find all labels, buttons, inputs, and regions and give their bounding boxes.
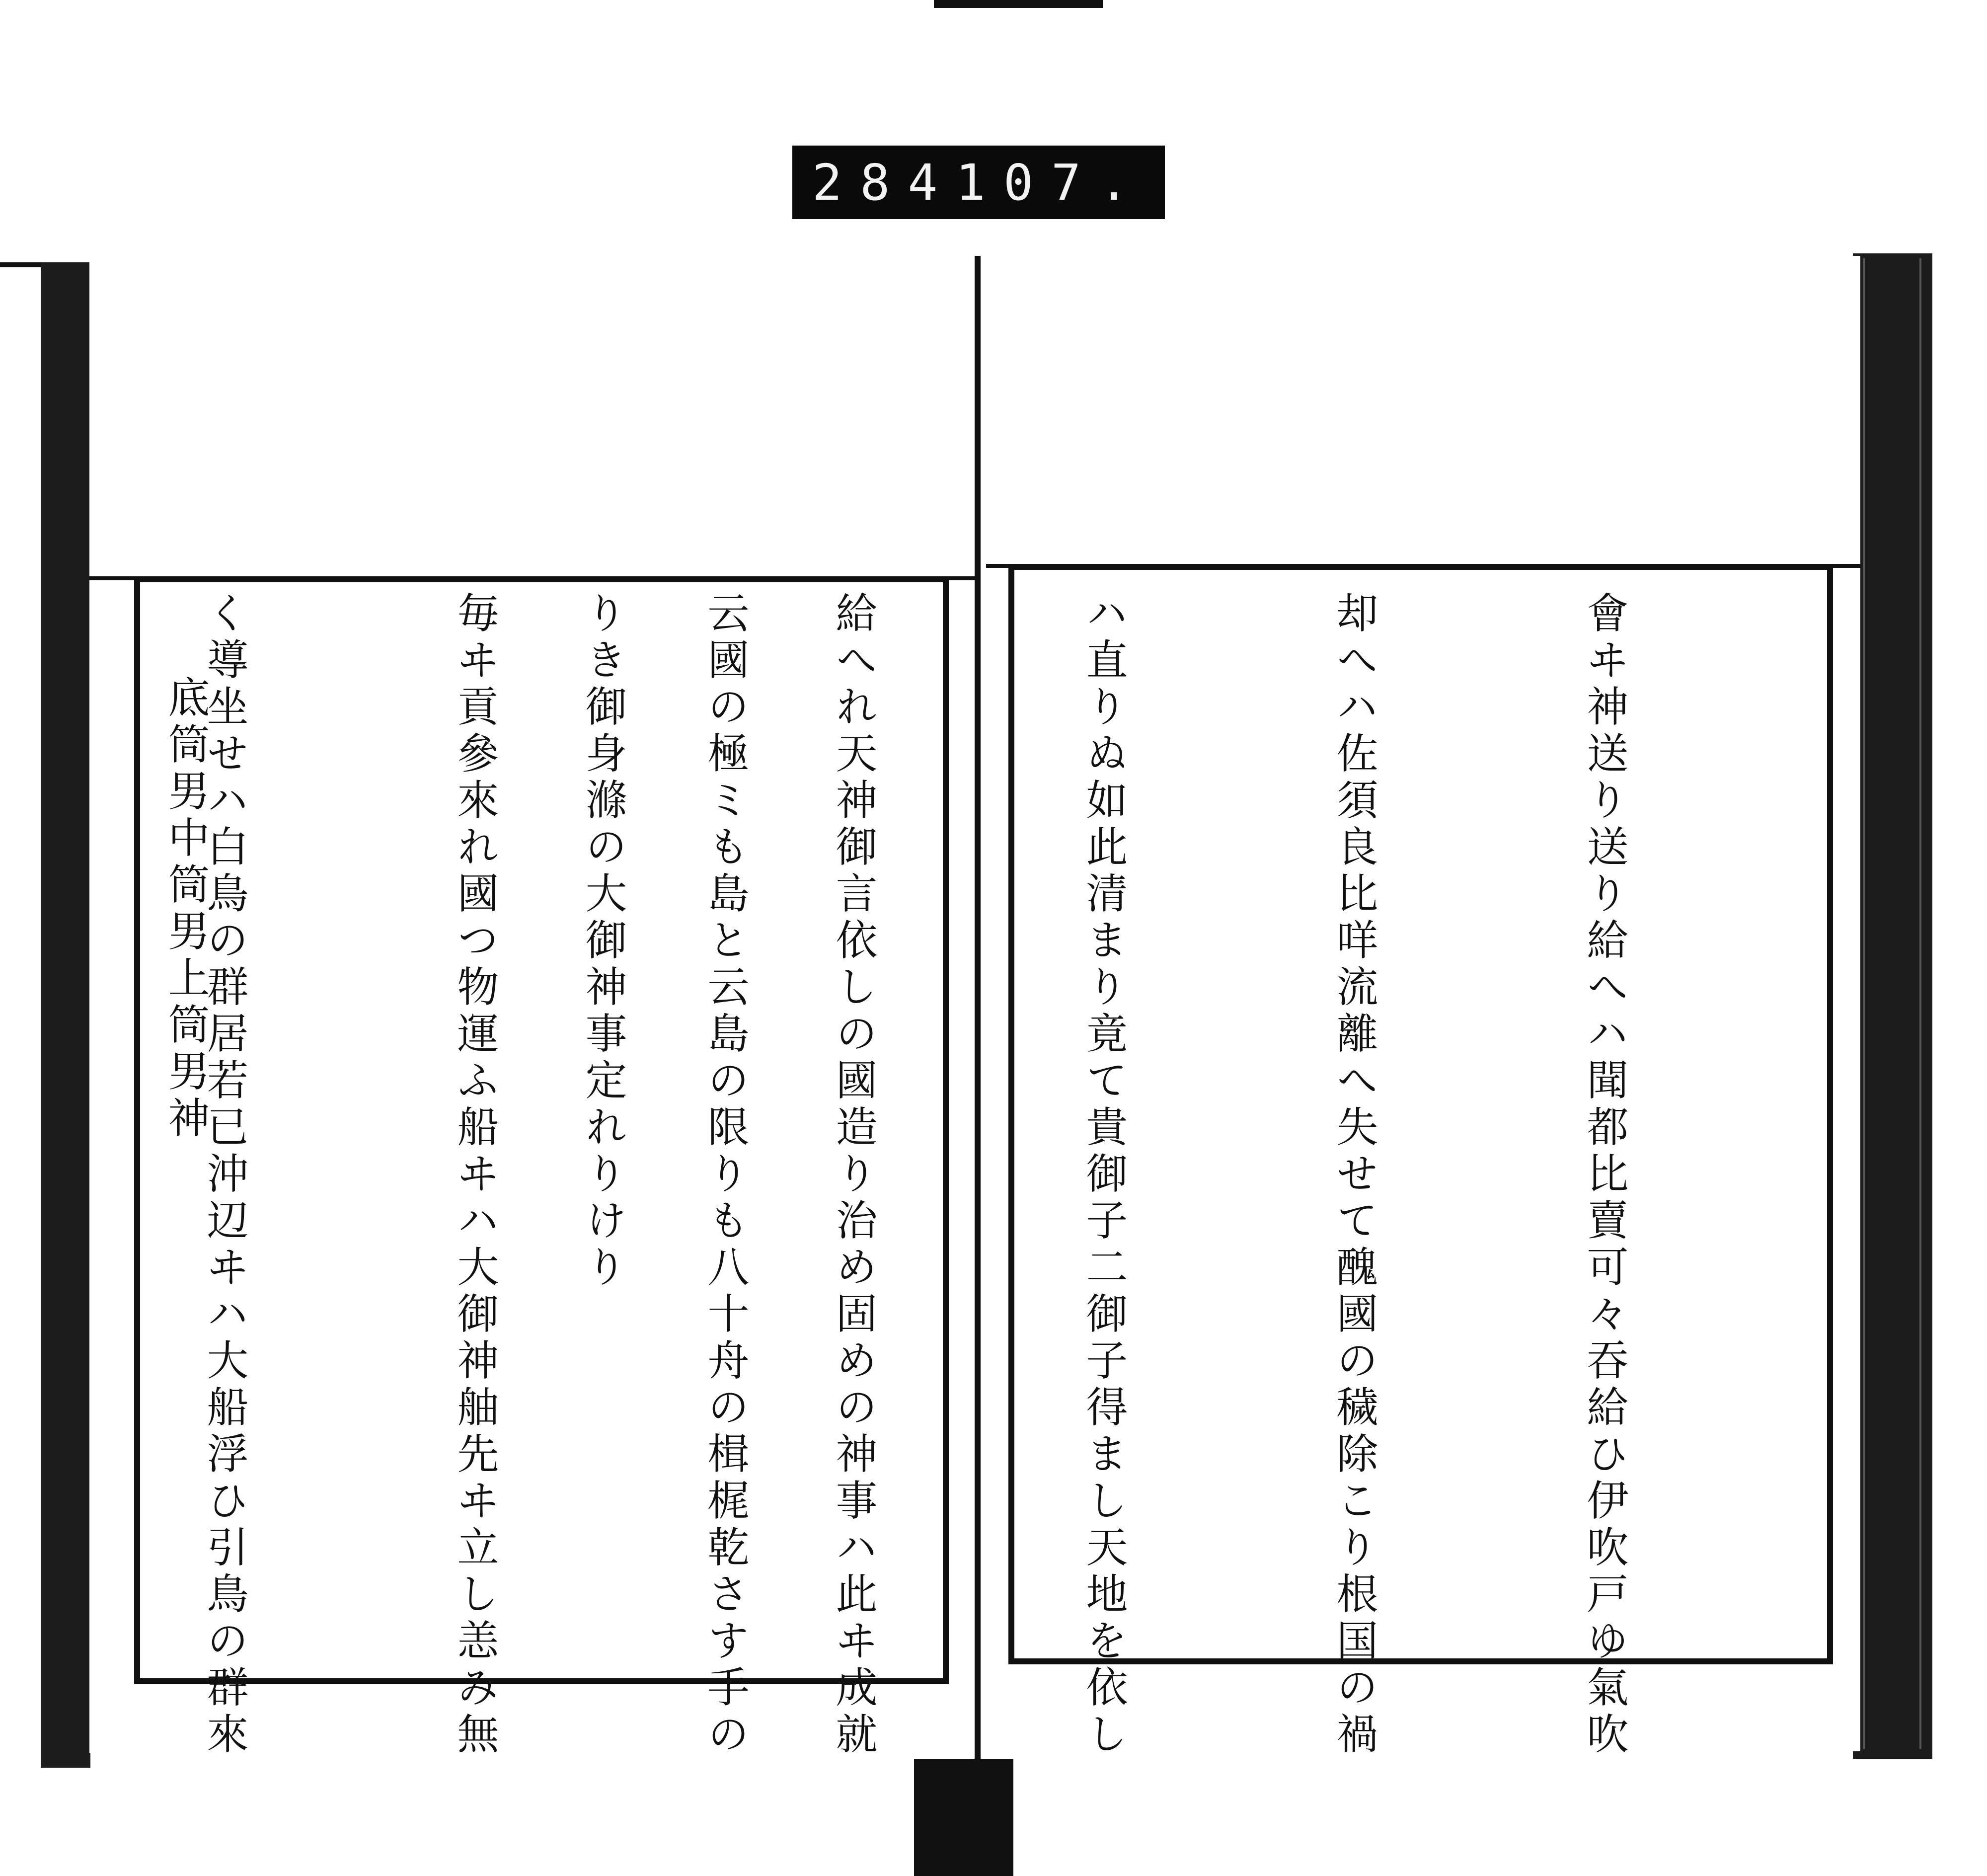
top-binding-mark	[934, 0, 1103, 8]
left-column: 云國の極ミも島と云島の限りも八十舟の楫梶乾さす手の	[701, 591, 750, 1759]
poem-title: 底筒男中筒男上筒男神	[161, 676, 210, 1143]
right-column: 給へれ天神御言依しの國造り治め固めの神事ハ此ヰ成就	[829, 591, 878, 1759]
catalog-label-right-number: 107.	[955, 153, 1147, 212]
catalog-label	[792, 146, 1165, 219]
left-column: く導坐せハ白鳥の群居若已沖辺ヰハ大船浮ひ引鳥の群來	[200, 591, 249, 1759]
right-column: 却へハ佐須良比咩流離へ失せて醜國の穢除こり根国の禍	[1330, 591, 1378, 1759]
right-column: ハ直りぬ如此清まり竟て貴御子二御子得まし天地を依し	[1079, 591, 1128, 1759]
left-column: 毎ヰ貢參來れ國つ物運ふ船ヰハ大御神舳先ヰ立し恙み無	[451, 591, 499, 1759]
catalog-label-left-number: 284	[812, 153, 956, 212]
spine-bottom-block	[914, 1759, 1013, 1876]
right-column: 會ヰ神送り送り給へハ聞都比賣可々吞給ひ伊吹戸ゆ氣吹	[1580, 591, 1629, 1759]
left-column	[0, 591, 16, 1654]
right-column: りき御身滌の大御神事定れりけり	[579, 591, 627, 1292]
left-page-text	[149, 591, 934, 1759]
book-page-stack-right	[1863, 258, 1921, 1749]
